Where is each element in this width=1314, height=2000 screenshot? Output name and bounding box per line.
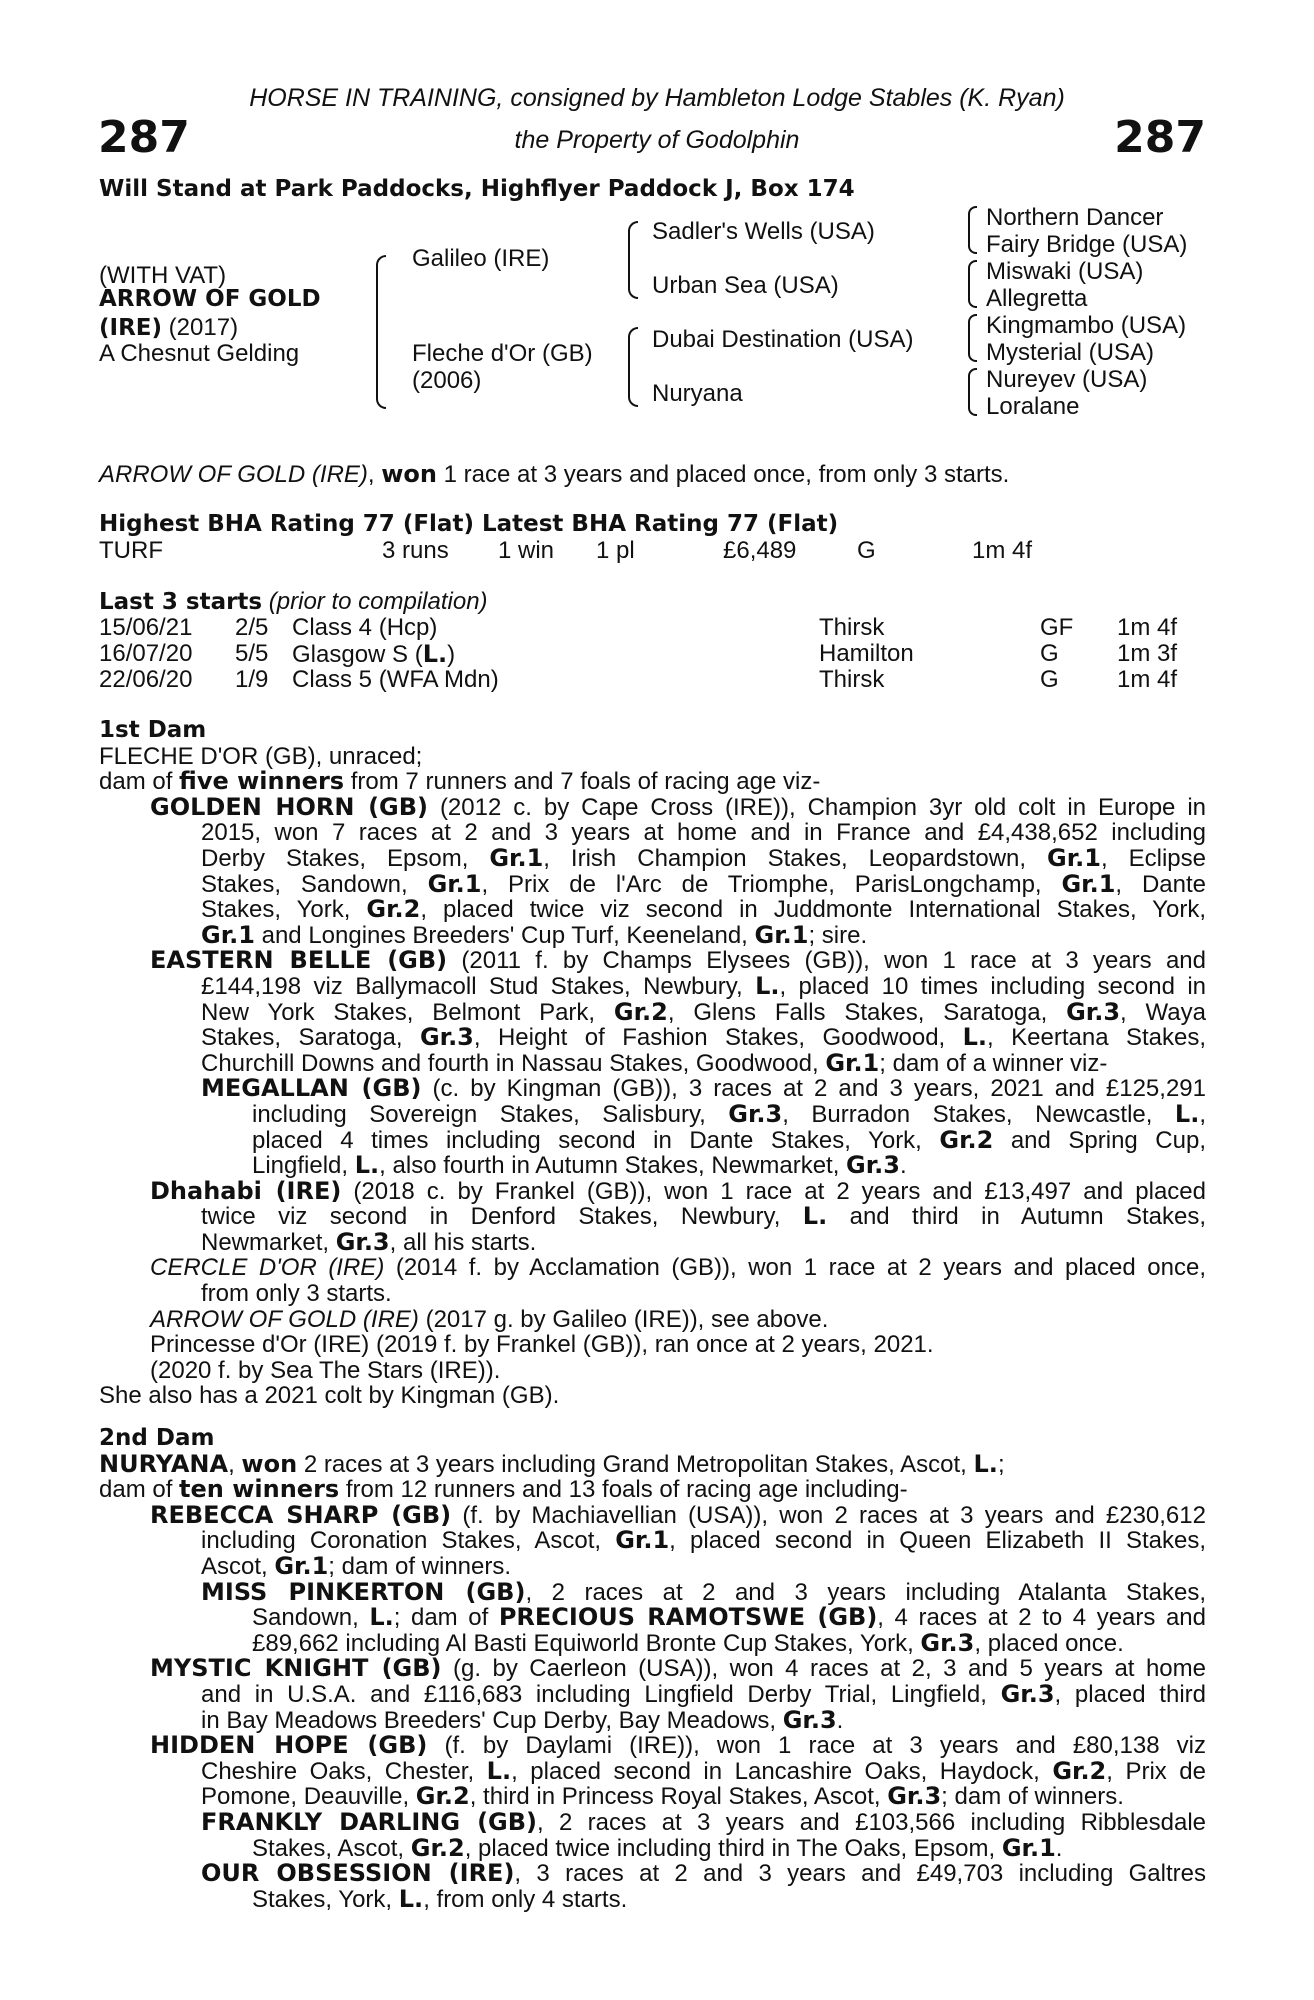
lot-number-right: 287 <box>1114 112 1206 163</box>
pedigree-brace-main <box>376 255 386 409</box>
pedigree-dam-sire: Dubai Destination (USA) <box>652 326 914 353</box>
pedigree-g3: Miswaki (USA) <box>986 258 1144 285</box>
pedigree-brace-dam <box>628 327 638 407</box>
owner-line: the Property of Godolphin <box>514 126 800 154</box>
last-starts-title: Last 3 starts (prior to compilation) <box>99 588 488 615</box>
pedigree-dam: Fleche d'Or (GB) <box>412 340 593 367</box>
pedigree-brace-g1 <box>968 206 977 254</box>
first-dam-section: 1st Dam FLECHE D'OR (GB), unraced; dam of five winners from 7 runners and 7 foals of racing age viz- GOLDEN HORN (GB) (2012 c. by Cape Cross (IRE)), Champion 3yr old colt in Europe in 2015, won 7 races at 2 and 3 years at home and in France and £4,438,652 including Derby Stakes, Epsom, Gr.1, Irish Champion Stakes, Leopardstown, Gr.1, Eclipse Stakes, Sandown, Gr.1, Prix de l'Arc de Triomphe, ParisLongchamp, Gr.1, Dante Stakes, York, Gr.2, placed twice viz second in Juddmonte International Stakes, York, Gr.1 and Longines Breeders' Cup Turf, Keeneland, Gr.1; sire. EASTERN BELLE (GB) (2011 f. by Champs Elysees (GB)), won 1 race at 3 years and £144,198 viz Ballymacoll Stud Stakes, Newbury, L., placed 10 times including second in New York Stakes, Belmont Park, Gr.2, Glens Falls Stakes, Saratoga, Gr.3, Waya Stakes, Saratoga, Gr.3, Height of Fashion Stakes, Goodwood, L., Keertana Stakes, Churchill Downs and fourth in Nassau Stakes, Goodwood, Gr.1; dam of a winner viz- MEGALLAN (GB) (c. by Kingman (GB)), 3 races at 2 and 3 years, 2021 and £125,291 including Sovereign Stakes, Salisbury, Gr.3, Burradon Stakes, Newcastle, L., placed 4 times including second in Dante Stakes, York, Gr.2 and Spring Cup, Lingfield, L., also fourth in Autumn Stakes, Newmarket, Gr.3. Dhahabi (IRE) (2018 c. by Frankel (GB)), won 1 race at 2 years and £13,497 and placed twice viz second in Denford Stakes, Newbury, L. and third in Autumn Stakes, Newmarket, Gr.3, all his starts. CERCLE D'OR (IRE) (2014 f. by Acclamation (GB)), won 1 race at 2 years and placed once, from only 3 starts. ARROW OF GOLD (IRE) (2017 g. by Galileo (IRE)), see above. Princesse d'Or (IRE) (2019 f. by Frankel (GB)), ran once at 2 years, 2021. (2020 f. by Sea The Stars (IRE)). She also has a 2021 colt by Kingman (GB). <box>99 717 1207 1410</box>
pedigree-sire: Galileo (IRE) <box>412 245 550 272</box>
pedigree-brace-g3 <box>968 314 977 362</box>
pedigree-brace-g4 <box>968 368 977 416</box>
pedigree-sire-sire: Sadler's Wells (USA) <box>652 218 875 245</box>
pedigree-g2: Fairy Bridge (USA) <box>986 231 1188 258</box>
pedigree-g5: Kingmambo (USA) <box>986 312 1187 339</box>
pedigree-g4: Allegretta <box>986 285 1088 312</box>
pedigree-dam-year: (2006) <box>412 367 482 394</box>
vat-note: (WITH VAT) <box>99 262 227 289</box>
pedigree-g6: Mysterial (USA) <box>986 339 1155 366</box>
catalogue-header: HORSE IN TRAINING, consigned by Hambleton Lodge Stables (K. Ryan) <box>249 84 1065 112</box>
pedigree-sire-dam: Urban Sea (USA) <box>652 272 839 299</box>
stand-location: Will Stand at Park Paddocks, Highflyer Paddock J, Box 174 <box>99 176 855 202</box>
pedigree-brace-g2 <box>968 260 977 308</box>
pedigree-g1: Northern Dancer <box>986 204 1164 231</box>
pedigree-g7: Nureyev (USA) <box>986 366 1148 393</box>
lot-number-left: 287 <box>98 112 190 163</box>
horse-name-suffix: (IRE) (2017) <box>99 314 239 341</box>
horse-name: ARROW OF GOLD <box>99 286 321 312</box>
pedigree-dam-dam: Nuryana <box>652 380 743 407</box>
horse-description: A Chesnut Gelding <box>99 340 300 367</box>
bha-rating: Highest BHA Rating 77 (Flat) Latest BHA Rating 77 (Flat) <box>99 511 839 537</box>
second-dam-section: 2nd Dam NURYANA, won 2 races at 3 years including Grand Metropolitan Stakes, Ascot, L.; dam of ten winners from 12 runners and 13 foals of racing age including- REBECCA SHARP (GB) (f. by Machiavellian (USA)), won 2 races at 3 years and £230,612 including Coronation Stakes, Ascot, Gr.1, placed second in Queen Elizabeth II Stakes, Ascot, Gr.1; dam of winners. MISS PINKERTON (GB), 2 races at 2 and 3 years including Atalanta Stakes, Sandown, L.; dam of PRECIOUS RAMOTSWE (GB), 4 races at 2 to 4 years and £89,662 including Al Basti Equiworld Bronte Cup Stakes, York, Gr.3, placed once. MYSTIC KNIGHT (GB) (g. by Caerleon (USA)), won 4 races at 2, 3 and 5 years at home and in U.S.A. and £116,683 including Lingfield Derby Trial, Lingfield, Gr.3, placed third in Bay Meadows Breeders' Cup Derby, Bay Meadows, Gr.3. HIDDEN HOPE (GB) (f. by Daylami (IRE)), won 1 race at 3 years and £80,138 viz Cheshire Oaks, Chester, L., placed second in Lancashire Oaks, Haydock, Gr.2, Prix de Pomone, Deauville, Gr.2, third in Princess Royal Stakes, Ascot, Gr.3; dam of winners. FRANKLY DARLING (GB), 2 races at 3 years and £103,566 including Ribblesdale Stakes, Ascot, Gr.2, placed twice including third in The Oaks, Epsom, Gr.1. OUR OBSESSION (IRE), 3 races at 2 and 3 years and £49,703 including Galtres Stakes, York, L., from only 4 starts. <box>99 1425 1207 1913</box>
pedigree-g8: Loralane <box>986 393 1080 420</box>
pedigree-brace-sire <box>628 221 638 299</box>
race-summary: ARROW OF GOLD (IRE), won 1 race at 3 years and placed once, from only 3 starts. <box>99 460 1010 488</box>
